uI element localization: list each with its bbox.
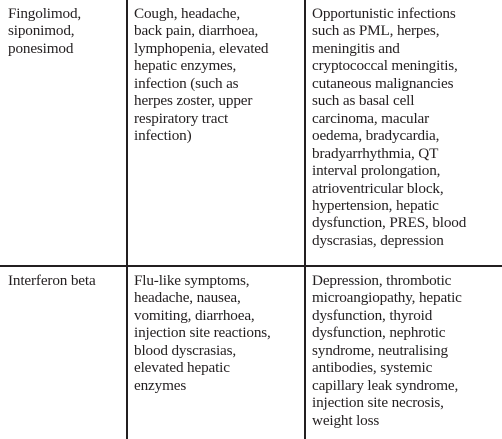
row-2-drug-cell: Interferon beta <box>8 272 96 289</box>
row-1-drug-cell: Fingolimod, siponimod, ponesimod <box>8 5 82 57</box>
row-1-serious-effects-cell: Opportunistic infections such as PML, herpes, meningitis and cryptococcal meningitis, cutaneous malignancies such as basal cell carcinoma, macular oedema, bradycardia, bradyarrhythmia, QT interval prolongation, atrioventricular block, hypertension, hepatic dysfunction, PRES, blood dyscrasias, depression <box>312 5 467 249</box>
row-2-common-effects-cell: Flu-like symptoms, headache, nausea, vomiting, diarrhoea, injection site reactions, blood dyscrasias, elevated hepatic enzymes <box>134 272 271 394</box>
row-1-common-effects-cell: Cough, headache, back pain, diarrhoea, lymphopenia, elevated hepatic enzymes, infection (such as herpes zoster, upper respiratory tract infection) <box>134 5 269 145</box>
row-divider <box>0 265 502 267</box>
column-divider-1 <box>126 0 128 439</box>
column-divider-2 <box>304 0 306 439</box>
row-2-serious-effects-cell: Depression, thrombotic microangiopathy, hepatic dysfunction, thyroid dysfunction, nephrotic syndrome, neutralising antibodies, systemic capillary leak syndrome, injection site necrosis, weight loss <box>312 272 462 429</box>
